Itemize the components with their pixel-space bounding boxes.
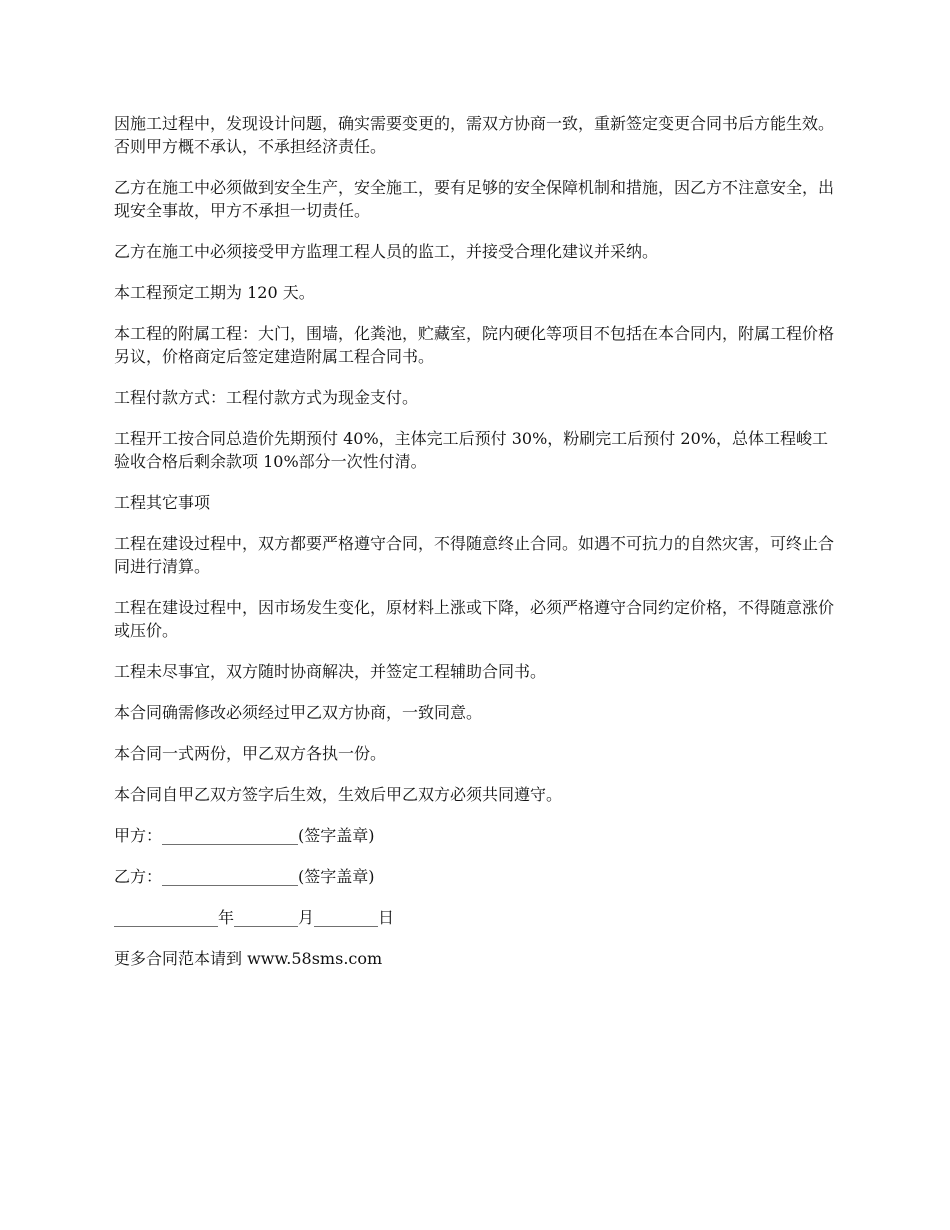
- paragraph-duration: 本工程预定工期为 120 天。: [114, 283, 315, 302]
- section-heading-other-matters: 工程其它事项: [114, 493, 211, 512]
- paragraph-price: 工程在建设过程中，因市场发生变化，原材料上涨或下降，必须严格遵守合同约定价格，不得随意涨价或压价。: [114, 598, 835, 640]
- paragraph-design-change: 因施工过程中，发现设计问题，确实需要变更的，需双方协商一致，重新签定变更合同书后方能生效。否则甲方概不承认，不承担经济责任。: [114, 114, 835, 156]
- paragraph-supervision: 乙方在施工中必须接受甲方监理工程人员的监工，并接受合理化建议并采纳。: [114, 242, 659, 261]
- paragraph-safety: 乙方在施工中必须做到安全生产，安全施工，要有足够的安全保障机制和措施，因乙方不注意安全，出现安全事故，甲方不承担一切责任。: [114, 178, 835, 220]
- paragraph-termination: 工程在建设过程中，双方都要严格遵守合同，不得随意终止合同。如遇不可抗力的自然灾害，可终止合同进行清算。: [114, 534, 835, 576]
- party-a-signature-line: 甲方：_________________(签字盖章): [114, 826, 375, 845]
- paragraph-amendment: 本合同确需修改必须经过甲乙双方协商，一致同意。: [114, 703, 483, 722]
- paragraph-unresolved-matters: 工程未尽事宜，双方随时协商解决，并签定工程辅助合同书。: [114, 662, 547, 681]
- paragraph-payment-method: 工程付款方式：工程付款方式为现金支付。: [114, 388, 419, 407]
- paragraph-copies: 本合同一式两份，甲乙双方各执一份。: [114, 744, 387, 763]
- paragraph-effective: 本合同自甲乙双方签字后生效，生效后甲乙双方必须共同遵守。: [114, 785, 563, 804]
- paragraph-ancillary-works: 本工程的附属工程：大门，围墙，化粪池，贮藏室，院内硬化等项目不包括在本合同内，附属工程价格另议，价格商定后签定建造附属工程合同书。: [114, 324, 835, 366]
- footer-more-templates: 更多合同范本请到 www.58sms.com: [114, 949, 383, 968]
- document-body: [114, 112, 842, 988]
- paragraph-payment-schedule: 工程开工按合同总造价先期预付 40%，主体完工后预付 30%，粉刷完工后预付 20%，总体工程峻工验收合格后剩余款项 10%部分一次性付清。: [114, 429, 828, 471]
- party-b-signature-line: 乙方：_________________(签字盖章): [114, 867, 375, 886]
- date-line: _____________年________月________日: [114, 908, 395, 927]
